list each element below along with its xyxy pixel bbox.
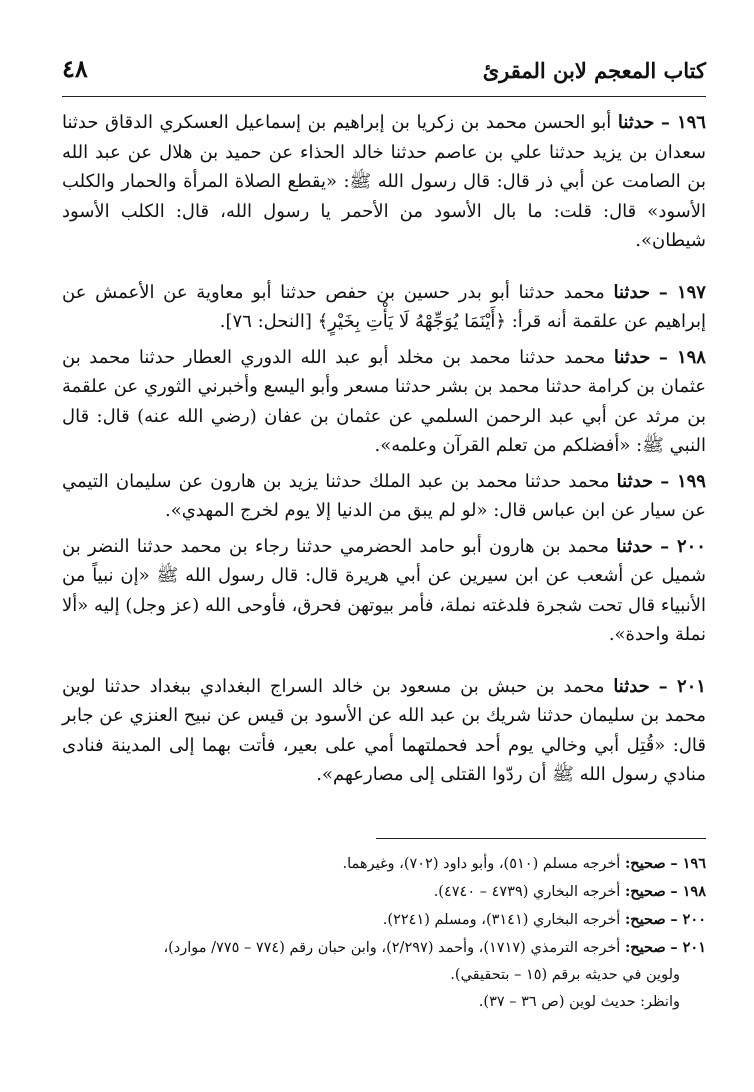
hadith-keyword: حدثنا (613, 675, 650, 697)
hadith-text: محمد بن حبش بن مسعود بن خالد السراج البغدادي ببغداد حدثنا لوين محمد بن سليمان حدثنا شريك بن عبد الله عن الأسود بن قيس عن نبيح العنزي عن جابر قال: «قُتِل أبي وخالي يوم أحد فحملتهما أمي على بعير، فأتت بهما إلى المدينة فنادى منادي رسول الله ﷺ أن ردّوا القتلى إلى مصارعهم». (62, 675, 706, 785)
footnote-number: ١٩٦ – (670, 855, 706, 872)
hadith-number: ١٩٦ – (661, 112, 706, 133)
hadith-text: أبو الحسن محمد بن زكريا بن إبراهيم بن إسماعيل العسكري الدقاق حدثنا سعدان بن يزيد حدثنا علي بن عاصم حدثنا خالد الحذاء عن حميد بن هلال عن عبد الله بن الصامت عن أبي ذر قال: قال رسول الله ﷺ: «يقطع الصلاة المرأة والحمار والكلب الأسود» قال: قلت: ما بال الأسود من الأحمر يا رسول الله، قال: الكلب الأسود شيطان». (62, 112, 706, 251)
footnote-number: ١٩٨ – (670, 883, 706, 900)
page-header (62, 52, 706, 92)
hadith-entry (62, 467, 706, 526)
footnote-text: أخرجه الترمذي (١٧١٧)، وأحمد (٢/٢٩٧)، وابن حبان رقم (٧٧٤ – ٧٧٥/ موارد)، (163, 940, 621, 956)
hadith-keyword: حدثنا (617, 112, 655, 133)
hadith-number: ٢٠١ – (659, 676, 706, 697)
hadith-keyword: حدثنا (616, 470, 654, 492)
footnote (62, 878, 706, 906)
footnote-text: أخرجه البخاري (٣١٤١)، ومسلم (٢٢٤١). (382, 912, 621, 928)
hadith-text: محمد حدثنا محمد بن عبد الملك حدثنا يزيد بن هارون عن سليمان التيمي عن سيار عن ابن عباس قال: «لو لم يبق من الدنيا إلا يوم لخرج المهدي». (62, 470, 706, 521)
hadith-entry (62, 343, 706, 461)
hadith-text: محمد بن هارون أبو حامد الحضرمي حدثنا رجاء بن محمد حدثنا النضر بن شميل عن أشعب عن ابن سيرين عن أبي هريرة قال: قال رسول الله ﷺ «إن نبياً من الأنبياء قال تحت شجرة فلدغته نملة، فأمر بيوتهن فحرق، فأوحى الله (عز وجل) إليه «ألا نملة واحدة». (62, 535, 706, 645)
footnote-grade: صحيح: (624, 855, 666, 872)
hadith-number: ٢٠٠ – (660, 536, 706, 557)
footnote-number: ٢٠١ – (670, 939, 706, 956)
footnote-continuation: ولوين في حديثه برقم (١٥ – بتحقيقي). (450, 967, 680, 983)
hadith-list (62, 108, 706, 790)
hadith-keyword: حدثنا (613, 346, 651, 368)
footnote-text: أخرجه البخاري (٤٧٣٩ – ٤٧٤٠). (433, 884, 621, 900)
footnotes (62, 850, 706, 1016)
footnote-text: أخرجه مسلم (٥١٠)، وأبو داود (٧٠٢)، وغيرهما. (342, 856, 621, 872)
footnote (62, 934, 706, 962)
footnote (62, 850, 706, 878)
footnote-grade: صحيح: (624, 911, 666, 928)
hadith-number: ١٩٩ – (660, 471, 706, 492)
footnote-grade: صحيح: (624, 883, 666, 900)
footnote-continuation: وانظر: حديث لوين (ص ٣٦ – ٣٧). (478, 994, 680, 1010)
footnote-number: ٢٠٠ – (670, 911, 706, 928)
hadith-entry (62, 108, 706, 256)
hadith-text: محمد حدثنا أبو بدر حسين بن حفص حدثنا أبو معاوية عن الأعمش عن إبراهيم عن علقمة أنه قرأ: ﴿أَيْنَمَا يُوَجِّهْهُ لَا يَأْتِ بِخَيْرٍ﴾ [النحل: ٧٦]. (62, 281, 706, 332)
hadith-entry (62, 278, 706, 337)
hadith-entry (62, 532, 706, 650)
running-title: كتاب المعجم لابن المقرئ (482, 58, 706, 83)
header-divider (62, 96, 706, 97)
footnote (62, 906, 706, 934)
hadith-entry (62, 672, 706, 790)
hadith-number: ١٩٧ – (659, 282, 706, 303)
footnote-grade: صحيح: (624, 939, 666, 956)
hadith-text: محمد حدثنا محمد بن مخلد أبو عبد الله الدوري العطار حدثنا محمد بن عثمان بن كرامة حدثنا محمد بن بشر حدثنا مسعر وأبو اليسع وأخبرني الثوري عن علقمة بن مرثد عن أبي عبد الرحمن السلمي عن عثمان بن عفان (رضي الله عنه) قال: قال النبي ﷺ: «أفضلكم من تعلم القرآن وعلمه». (62, 346, 706, 456)
hadith-keyword: حدثنا (613, 281, 651, 303)
hadith-keyword: حدثنا (616, 535, 653, 557)
footnote-divider (376, 838, 706, 839)
page-number: ٤٨ (62, 54, 88, 83)
hadith-number: ١٩٨ – (659, 347, 706, 368)
